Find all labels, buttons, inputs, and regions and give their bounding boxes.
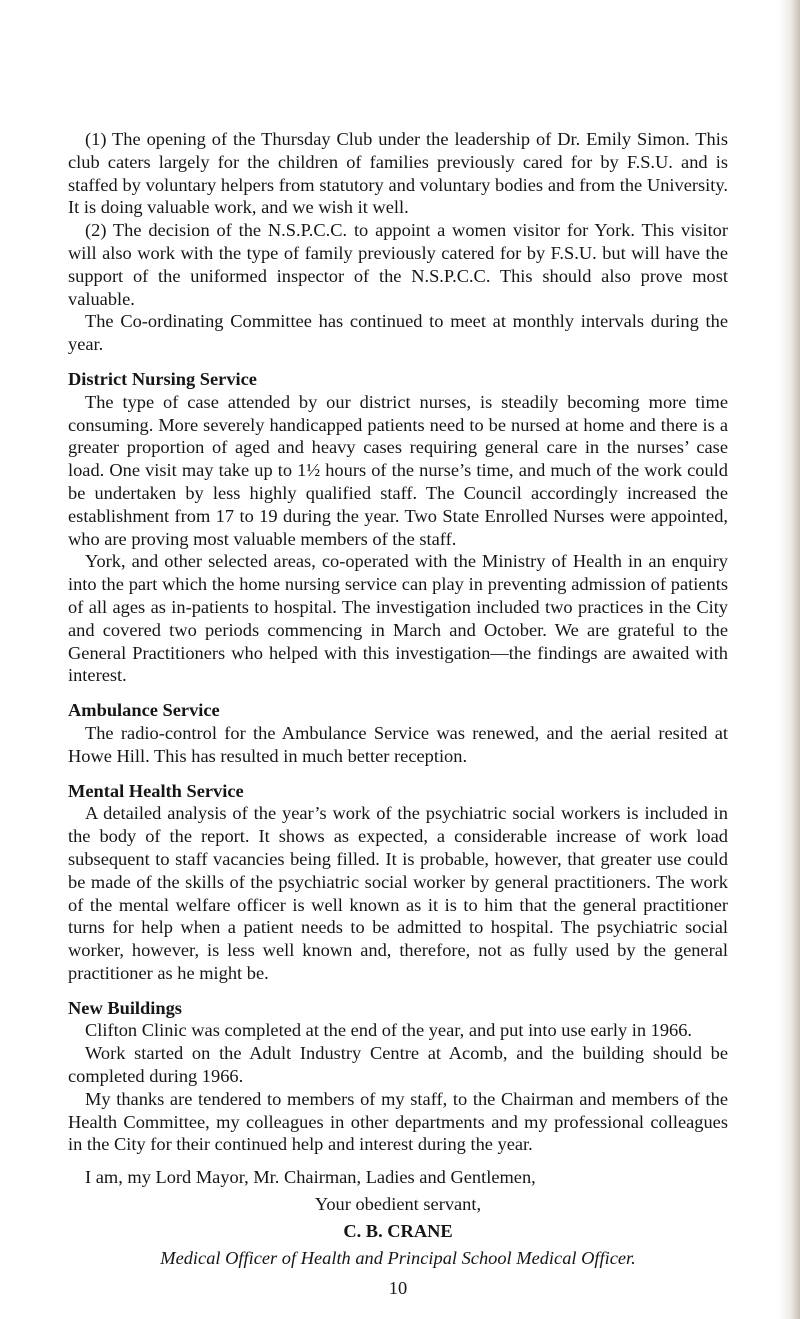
closing-valediction: Your obedient servant, (314, 1194, 482, 1215)
signature-title: Medical Officer of Health and Principal School Medical Officer. (160, 1247, 636, 1268)
heading-mental-health: Mental Health Service (68, 780, 244, 801)
heading-new-buildings: New Buildings (68, 997, 182, 1018)
paragraph-thanks: My thanks are tendered to members of my staff, to the Chairman and members of the Health Committee, my colleagues in other departments and my professional colleagues in the City for their continued help and interest during the year. (68, 1088, 728, 1155)
paragraph-nspcc-visitor: (2) The decision of the N.S.P.C.C. to appoint a women visitor for York. This visitor will also work with the type of family previously catered for by F.S.U. but will have the support of the uniformed inspector of the N.S.P.C.C. This should also prove most valuable. (68, 220, 728, 309)
paragraph-district-nursing-2: York, and other selected areas, co-operated with the Ministry of Health in an enquiry into the part which the home nursing service can play in preventing admission of patients of all ages as in-patients to hospital. The investigation included two practices in the City and covered two periods commencing in March and October. We are grateful to the General Practitioners who helped with this investigation—the findings are awaited with interest. (68, 551, 728, 686)
page-edge-shadow (778, 0, 800, 1319)
heading-ambulance: Ambulance Service (68, 700, 220, 721)
paragraph-mental-health: A detailed analysis of the year’s work of the psychiatric social workers is included in the body of the report. It shows as expected, a considerable increase of work load subsequent to staff vacancies being filled. It is probable, however, that greater use could be made of the skills of the psychiatric social worker by general practitioners. The work of the mental welfare officer is well known as it is to him that the general practitioner turns for help when a patient needs to be admitted to hospital. The psychiatric social worker, however, is less well known and, therefore, not as fully used by the general practitioner as he might be. (68, 803, 728, 983)
page-number: 10 (388, 1278, 408, 1299)
paragraph-new-buildings-2: Work started on the Adult Industry Centre at Acomb, and the building should be completed during 1966. (68, 1043, 728, 1087)
closing-salutation: I am, my Lord Mayor, Mr. Chairman, Ladies and Gentlemen, (85, 1167, 536, 1188)
heading-district-nursing: District Nursing Service (68, 368, 257, 389)
page-content (68, 128, 728, 1319)
paragraph-district-nursing-1: The type of case attended by our district nurses, is steadily becoming more time consuming. More severely handicapped patients need to be nursed at home and there is a greater proportion of aged and heavy cases requiring general care in the nurses’ case load. One visit may take up to 1½ hours of the nurse’s time, and much of the work could be undertaken by less highly qualified staff. The Council accordingly increased the establishment from 17 to 19 during the year. Two State Enrolled Nurses were appointed, who are proving most valuable members of the staff. (68, 391, 728, 549)
paragraph-ambulance: The radio-control for the Ambulance Service was renewed, and the aerial resited at Howe Hill. This has resulted in much better reception. (68, 722, 728, 766)
paragraph-thursday-club: (1) The opening of the Thursday Club under the leadership of Dr. Emily Simon. This club caters largely for the children of families previously cared for by F.S.U. and is staffed by voluntary helpers from statutory and voluntary bodies and from the University. It is doing valuable work, and we wish it well. (68, 129, 728, 218)
signature-name: C. B. CRANE (343, 1220, 453, 1241)
paragraph-coordinating-committee: The Co-ordinating Committee has continued to meet at monthly intervals during the year. (68, 311, 728, 355)
paragraph-new-buildings-1: Clifton Clinic was completed at the end of the year, and put into use early in 1966. (85, 1020, 693, 1041)
